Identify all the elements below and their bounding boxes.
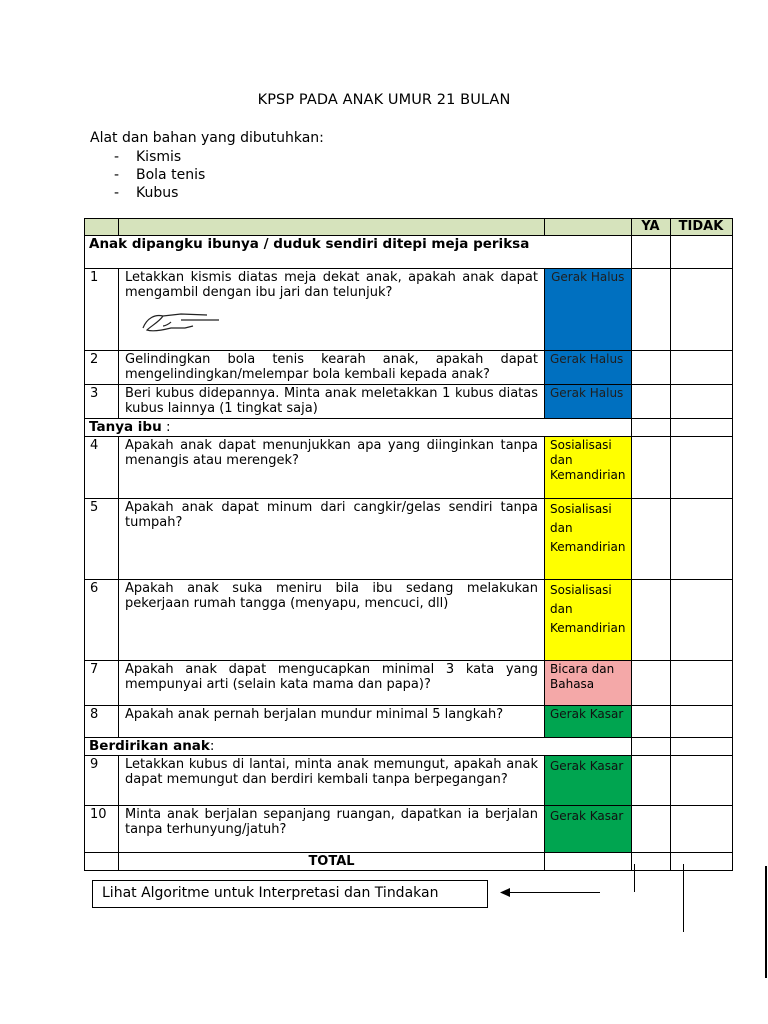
table-row	[85, 706, 733, 738]
section-label: Tanya ibu	[89, 419, 162, 435]
answer-ya[interactable]	[631, 580, 670, 661]
tools-list	[114, 148, 205, 202]
answer-ya[interactable]	[631, 499, 670, 580]
category-cell: Sosialisasi dan Kemandirian	[545, 499, 632, 580]
answer-ya[interactable]	[631, 756, 670, 806]
answer-tidak[interactable]	[670, 419, 732, 437]
row-question: Apakah anak suka meniru bila ibu sedang melakukan pekerjaan rumah tangga (menyapu, mencuci, dll)	[119, 580, 545, 661]
section-title	[85, 419, 632, 437]
section-label: Berdirikan anak	[89, 738, 210, 754]
row-number: 1	[85, 269, 119, 351]
category-cell: Gerak Halus	[545, 385, 632, 419]
total-empty-cell	[85, 853, 119, 871]
category-cell: Sosialisasi dan Kemandirian	[545, 580, 632, 661]
table-row	[85, 385, 733, 419]
header-cell-question	[119, 219, 545, 236]
page-title: KPSP PADA ANAK UMUR 21 BULAN	[257, 92, 511, 108]
total-tidak	[670, 853, 732, 871]
answer-ya[interactable]	[631, 419, 670, 437]
answer-tidak[interactable]	[670, 437, 732, 499]
table-row	[85, 661, 733, 706]
row-number: 5	[85, 499, 119, 580]
row-question: Apakah anak dapat menunjukkan apa yang diinginkan tanpa menangis atau merengek?	[119, 437, 545, 499]
tool-label: Kubus	[136, 185, 179, 201]
tools-heading: Alat dan bahan yang dibutuhkan:	[90, 130, 324, 146]
connector-line	[634, 864, 635, 892]
table-header-row	[85, 219, 733, 236]
answer-tidak[interactable]	[670, 580, 732, 661]
answer-ya[interactable]	[631, 437, 670, 499]
row-number: 7	[85, 661, 119, 706]
category-cell: Bicara dan Bahasa	[545, 661, 632, 706]
answer-ya[interactable]	[631, 351, 670, 385]
connector-line	[508, 892, 600, 893]
tool-label: Bola tenis	[136, 167, 206, 183]
interpretation-note: Lihat Algoritme untuk Interpretasi dan Tindakan	[92, 880, 488, 908]
header-tidak: TIDAK	[670, 219, 732, 236]
answer-ya[interactable]	[631, 738, 670, 756]
section-row	[85, 419, 733, 437]
row-number: 10	[85, 806, 119, 853]
row-number: 6	[85, 580, 119, 661]
list-item: - Kismis	[114, 149, 182, 165]
section-suffix: :	[161, 419, 171, 435]
answer-tidak[interactable]	[670, 499, 732, 580]
answer-ya[interactable]	[631, 236, 670, 269]
answer-ya[interactable]	[631, 661, 670, 706]
answer-tidak[interactable]	[670, 661, 732, 706]
header-cell-category	[545, 219, 632, 236]
table-row	[85, 437, 733, 499]
row-number: 4	[85, 437, 119, 499]
list-item: - Kubus	[114, 185, 179, 201]
table-row	[85, 351, 733, 385]
row-question: Apakah anak dapat mengucapkan minimal 3 kata yang mempunyai arti (selain kata mama dan papa)?	[119, 661, 545, 706]
header-cell-no	[85, 219, 119, 236]
answer-ya[interactable]	[631, 806, 670, 853]
row-question: Gelindingkan bola tenis kearah anak, apakah dapat mengelindingkan/melempar bola kembali kepada anak?	[119, 351, 545, 385]
tool-label: Kismis	[136, 149, 182, 165]
table-row	[85, 806, 733, 853]
row-question: Apakah anak dapat minum dari cangkir/gelas sendiri tanpa tumpah?	[119, 499, 545, 580]
answer-tidak[interactable]	[670, 806, 732, 853]
row-number: 2	[85, 351, 119, 385]
category-cell: Sosialisasi dan Kemandirian	[545, 437, 632, 499]
arrow-left-icon	[500, 888, 510, 897]
hand-pinch-icon	[141, 308, 227, 334]
category-cell: Gerak Halus	[545, 351, 632, 385]
table-row	[85, 499, 733, 580]
answer-tidak[interactable]	[670, 236, 732, 269]
category-cell: Gerak Kasar	[545, 706, 632, 738]
section-row	[85, 236, 733, 269]
answer-tidak[interactable]	[670, 756, 732, 806]
row-number: 8	[85, 706, 119, 738]
answer-ya[interactable]	[631, 706, 670, 738]
total-category-cell	[545, 853, 632, 871]
table-row	[85, 269, 733, 351]
answer-ya[interactable]	[631, 269, 670, 351]
table-row	[85, 580, 733, 661]
question-text: Letakkan kismis diatas meja dekat anak, apakah anak dapat mengambil dengan ibu jari dan telunjuk?	[125, 270, 538, 300]
category-cell: Gerak Halus	[545, 269, 632, 351]
row-question: Apakah anak pernah berjalan mundur minimal 5 langkah?	[119, 706, 545, 738]
row-number: 3	[85, 385, 119, 419]
category-cell: Gerak Kasar	[545, 756, 632, 806]
page-edge-line	[765, 866, 767, 978]
row-question: Letakkan kubus di lantai, minta anak memungut, apakah anak dapat memungut dan berdiri kembali tanpa berpegangan?	[119, 756, 545, 806]
section-title	[85, 738, 632, 756]
row-question	[119, 269, 545, 351]
category-cell: Gerak Kasar	[545, 806, 632, 853]
answer-tidak[interactable]	[670, 351, 732, 385]
total-label: TOTAL	[119, 853, 545, 871]
total-ya	[631, 853, 670, 871]
answer-tidak[interactable]	[670, 706, 732, 738]
kpsp-table	[84, 218, 733, 871]
section-suffix: :	[209, 738, 215, 754]
connector-line	[683, 864, 684, 932]
row-question: Minta anak berjalan sepanjang ruangan, dapatkan ia berjalan tanpa terhunyung/jatuh?	[119, 806, 545, 853]
row-question: Beri kubus didepannya. Minta anak meletakkan 1 kubus diatas kubus lainnya (1 tingkat saja)	[119, 385, 545, 419]
list-item: - Bola tenis	[114, 167, 206, 183]
answer-tidak[interactable]	[670, 738, 732, 756]
header-ya: YA	[631, 219, 670, 236]
answer-tidak[interactable]	[670, 385, 732, 419]
table-row	[85, 756, 733, 806]
answer-ya[interactable]	[631, 385, 670, 419]
answer-tidak[interactable]	[670, 269, 732, 351]
row-number: 9	[85, 756, 119, 806]
section-title: Anak dipangku ibunya / duduk sendiri ditepi meja periksa	[85, 236, 632, 269]
section-row	[85, 738, 733, 756]
